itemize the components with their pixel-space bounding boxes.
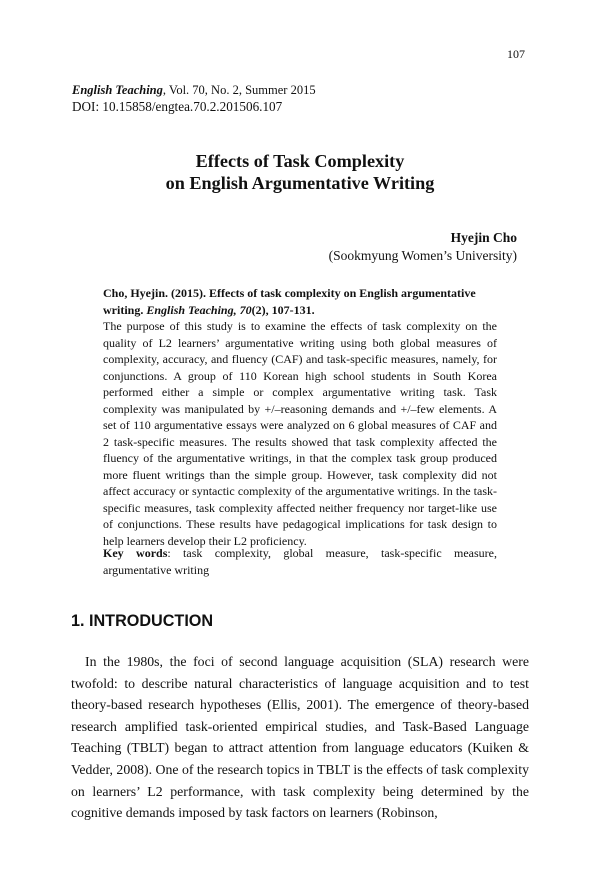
- journal-issue: , Vol. 70, No. 2, Summer 2015: [162, 83, 316, 97]
- keywords: [103, 545, 497, 578]
- journal-name: English Teaching: [72, 83, 163, 97]
- body-paragraph: In the 1980s, the foci of second language acquisition (SLA) research were twofold: to describe natural characteristics of language acquisition and to test theory-based research hypotheses (Ellis, 2001). The emergence of theory-based research amplified task-oriented empirical studies, and Task-Based Language Teaching (TBLT) began to attract attention from language educators (Kuiken & Vedder, 2008). One of the research topics in TBLT is the effects of task complexity on learners’ L2 performance, with task complexity being determined by the cognitive demands imposed by task factors on learners (Robinson,: [71, 654, 529, 821]
- title-line-2: on English Argumentative Writing: [165, 173, 435, 193]
- citation: [103, 285, 497, 319]
- keywords-label: Key words: [103, 546, 168, 560]
- keywords-text: : task complexity, global measure, task-specific measure, argumentative writing: [103, 546, 497, 577]
- citation-rest: (2), 107-131.: [251, 303, 315, 317]
- journal-line: [72, 83, 316, 98]
- doi: DOI: 10.15858/engtea.70.2.201506.107: [72, 99, 283, 114]
- author-affiliation: (Sookmyung Women’s University): [328, 248, 517, 263]
- section-heading: 1. INTRODUCTION: [71, 612, 214, 630]
- abstract: The purpose of this study is to examine the effects of task complexity on the quality of L2 learners’ argumentative writing using both global measures of complexity, accuracy, and fluency (CAF) and task-specific measures, namely, for conjunctions. A group of 110 Korean high school students in South Korea performed either a simple or complex argumentative writing task. Task complexity was manipulated by +/–reasoning demands and +/–few elements. A set of 110 argumentative essays were analyzed on 6 global measures of CAF and 2 task-specific measures. The results showed that task complexity affected the fluency of the argumentative writings, in that the complex task group produced more fluent writings than the simple group. However, task complexity did not affect accuracy or syntactic complexity of the argumentative writings. In the task-specific measures, task complexity affected neither frequency nor target-like use of conjunctions. These results have pedagogical implications for task design to help learners develop their L2 proficiency.: [103, 319, 497, 548]
- title-line-1: Effects of Task Complexity: [195, 151, 405, 171]
- citation-journal: English Teaching,: [146, 303, 237, 317]
- paper-title: [0, 150, 600, 194]
- citation-prefix: Cho, Hyejin. (2015). Effects of task complexity on English argumentative writing.: [103, 286, 476, 317]
- citation-volume: 70: [239, 303, 252, 317]
- author-name: Hyejin Cho: [450, 230, 517, 245]
- page-number: 107: [507, 47, 525, 61]
